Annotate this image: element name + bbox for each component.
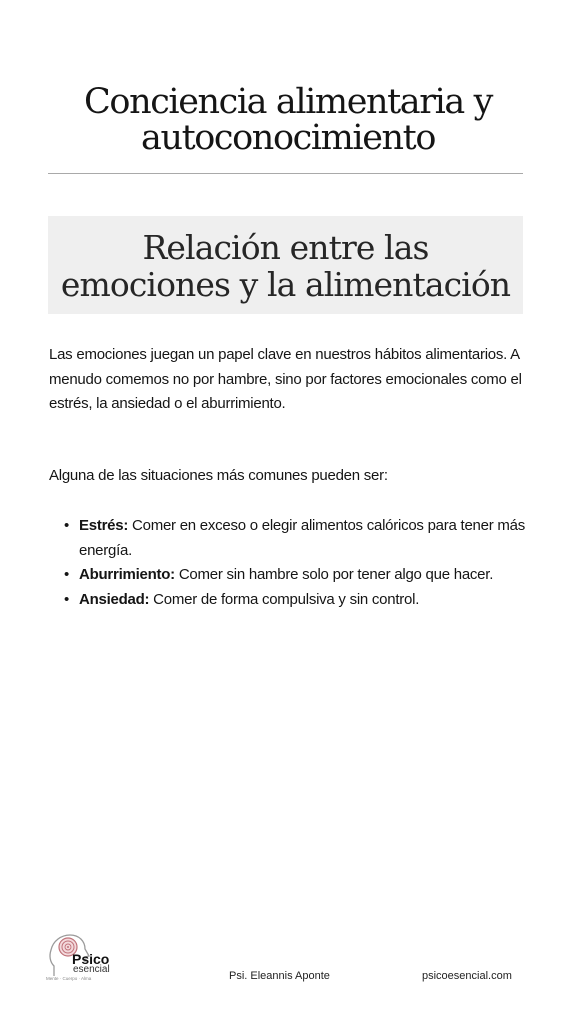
bullet-icon: • (64, 590, 70, 608)
situation-item-anxiety (62, 588, 530, 613)
situation-term: Aburrimiento: (79, 566, 175, 583)
logo-tagline: Mente · Cuerpo · Alma (46, 976, 92, 981)
footer-author: Psi. Eleannis Aponte (229, 970, 330, 982)
situation-description: Comer de forma compulsiva y sin control. (149, 590, 420, 608)
situation-term: Ansiedad: (79, 590, 150, 608)
page-title-line-1: Conciencia alimentaria y (84, 82, 492, 122)
situations-list (62, 514, 530, 612)
footer-website-link[interactable]: psicoesencial.com (422, 970, 512, 982)
situation-item-boredom (62, 563, 530, 588)
section-heading-box (48, 216, 523, 314)
section-heading (48, 229, 523, 303)
situation-item-stress (62, 514, 530, 563)
page-title (0, 84, 576, 156)
lead-paragraph: Alguna de las situaciones más comunes pueden ser: (49, 467, 388, 484)
bullet-icon: • (64, 566, 70, 583)
logo-sub-text: esencial (73, 964, 110, 975)
section-heading-line-2: emociones y la alimentación (60, 265, 511, 304)
intro-paragraph: Las emociones juegan un papel clave en nuestros hábitos alimentarios. A menudo comemos no por hambre, sino por factores emocionales como el estrés, la ansiedad o el aburrimiento. (49, 346, 522, 412)
brand-logo (44, 930, 124, 990)
logo-brand-text: Psico (72, 951, 110, 967)
situation-description: Comer en exceso o elegir alimentos calóricos para tener más energía. (79, 517, 525, 559)
page-title-line-2: autoconocimiento (140, 118, 435, 158)
section-heading-line-1: Relación entre las (142, 228, 429, 267)
situation-term: Estrés: (79, 517, 129, 534)
situation-description: Comer sin hambre solo por tener algo que hacer. (174, 566, 494, 583)
title-divider (48, 173, 523, 174)
bullet-icon: • (64, 517, 70, 534)
